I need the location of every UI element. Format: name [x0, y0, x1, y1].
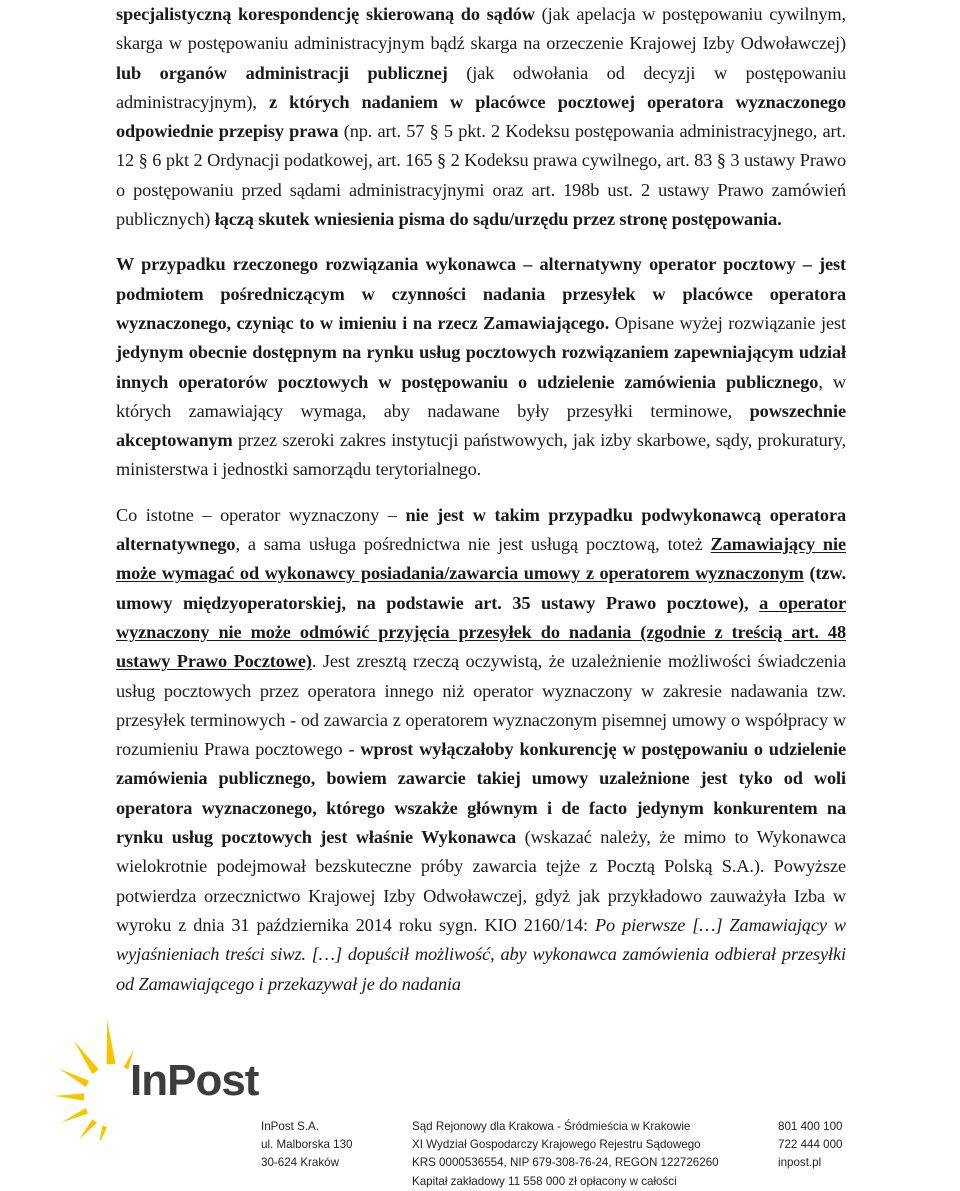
text-run: Po pierwsze […] Zamawiający w wyjaśnieniach treści siwz. […] dopuścił możliwość, aby wykonawca zamówienia odbierał przesyłki od Zamawiającego i przekazywał je do nadania	[116, 914, 846, 994]
footer-court-line: KRS 0000536554, NIP 679-308-76-24, REGON 122726260	[412, 1156, 719, 1170]
inpost-logo	[42, 1010, 272, 1140]
text-run: W przypadku rzeczonego rozwiązania wykonawca – alternatywny operator pocztowy – jest podmiotem pośredniczącym w czynności nadania przesyłek w placówce operatora wyznaczonego, czyniąc to w imieniu i na rzecz Zamawiającego.	[116, 254, 846, 333]
text-run: . Jest zresztą rzeczą oczywistą, że uzależnienie możliwości świadczenia usług pocztowych przez operatora innego niż operator wyznaczony w zakresie nadawania tzw. przesyłek terminowych - od zawarcia z operatorem wyznaczonym pisemnej umowy o współpracy w rozumieniu Prawa pocztowego -	[116, 651, 846, 760]
sun-ray	[107, 1020, 116, 1064]
text-run: a operator wyznaczony nie może odmówić przyjęcia przesyłek do nadania (zgodnie z treścią art. 48 ustawy Prawo Pocztowe)	[116, 592, 846, 672]
footer-website-link[interactable]: inpost.pl	[778, 1156, 822, 1170]
text-run: (tzw. umowy międzyoperatorskiej, na podstawie art. 35 ustawy Prawo pocztowe),	[116, 563, 846, 613]
paragraph-2	[116, 250, 846, 484]
text-run: łączą skutek wniesienia pisma do sądu/urzędu przez stronę postępowania.	[214, 209, 782, 230]
text-run: powszechnie akceptowanym	[116, 400, 846, 451]
text-run: przez szeroki zakres instytucji państwowych, jak izby skarbowe, sądy, prokuratury, ministerstwa i jednostki samorządu terytorialnego.	[116, 430, 846, 480]
footer-company-city: 30-624 Kraków	[261, 1156, 339, 1170]
footer-phone-1: 801 400 100	[778, 1120, 843, 1133]
footer-court-line: XI Wydział Gospodarczy Krajowego Rejestru Sądowego	[412, 1138, 701, 1152]
text-run: (np. art. 57 § 5 pkt. 2 Kodeksu postępowania administracyjnego, art. 12 § 6 pkt 2 Ordynacji podatkowej, art. 165 § 2 Kodeksu prawa cywilnego, art. 83 § 3 ustawy Prawo o postępowaniu przed sądami administracyjnymi oraz art. 198b ust. 2 ustawy Prawo zamówień publicznych)	[116, 121, 846, 230]
sun-ray	[79, 1119, 97, 1139]
footer-company	[261, 1118, 353, 1173]
document-body	[116, 0, 846, 999]
sun-icon	[42, 1010, 142, 1140]
footer-court-line: Kapitał zakładowy 11 558 000 zł opłacony w całości	[412, 1174, 677, 1188]
sun-ray	[54, 1094, 84, 1101]
text-run: wprost wyłączałoby konkurencję w postępowaniu o udzielenie zamówienia publicznego, bowiem zawarcie takiej umowy uzależnione jest tyko od woli operatora wyznaczonego, którego wszakże głównym i de facto jedynym konkurentem na rynku usług pocztowych jest właśnie Wykonawca	[116, 739, 846, 848]
text-run: (jak apelacja w postępowaniu cywilnym, skarga w postępowaniu administracyjnym bądź skarga na orzeczenie Krajowej Izby Odwoławczej)	[116, 4, 846, 54]
footer-contact	[778, 1118, 842, 1173]
sun-ray	[99, 1126, 108, 1140]
sun-ray	[61, 1108, 88, 1123]
footer-court	[412, 1118, 719, 1191]
text-run: nie jest w takim przypadku podwykonawcą operatora alternatywnego	[116, 504, 846, 555]
text-run: Co istotne – operator wyznaczony –	[116, 504, 406, 525]
logo-text: InPost	[130, 1056, 259, 1105]
text-run: Zamawiający nie może wymagać od wykonawcy posiadania/zawarcia umowy z operatorem wyznaczonym	[116, 534, 846, 584]
text-run: , a sama usługa pośrednictwa nie jest usługą pocztową, toteż	[235, 534, 711, 555]
text-run: (wskazać należy, że mimo to Wykonawca wielokrotnie podejmował bezskuteczne próby zawarcia tejże z Pocztą Polską S.A.). Powyższe potwierdza orzecznictwo Krajowej Izby Odwoławczej, gdyż jak przykładowo zauważyła Izba w wyroku z dnia 31 października 2014 roku sygn. KIO 2160/14:	[116, 827, 847, 935]
footer-company-name: InPost S.A.	[261, 1120, 319, 1133]
paragraph-3	[116, 501, 846, 999]
footer-phone-2: 722 444 000	[778, 1138, 843, 1152]
footer-court-line: Sąd Rejonowy dla Krakowa - Śródmieścia w Krakowie	[412, 1120, 691, 1133]
paragraph-1	[116, 0, 846, 234]
text-run: , w których zamawiający wymaga, aby nadawane były przesyłki terminowe,	[116, 371, 846, 421]
text-run: (jak odwołania od decyzji w postępowaniu administracyjnym),	[116, 62, 846, 112]
text-run: specjalistyczną korespondencję skierowaną do sądów	[116, 4, 535, 24]
sun-ray	[74, 1041, 99, 1074]
footer-company-street: ul. Malborska 130	[261, 1138, 353, 1152]
text-run: lub organów administracji publicznej	[116, 62, 448, 83]
sun-ray	[59, 1069, 89, 1087]
text-run: Opisane wyżej rozwiązanie jest	[609, 312, 846, 333]
text-run: z których nadaniem w placówce pocztowej operatora wyznaczonego odpowiednie przepisy prawa	[116, 91, 846, 142]
text-run: jedynym obecnie dostępnym na rynku usług pocztowych rozwiązaniem zapewniającym udział innych operatorów pocztowych w postępowaniu o udzielenie zamówienia publicznego	[116, 342, 846, 392]
